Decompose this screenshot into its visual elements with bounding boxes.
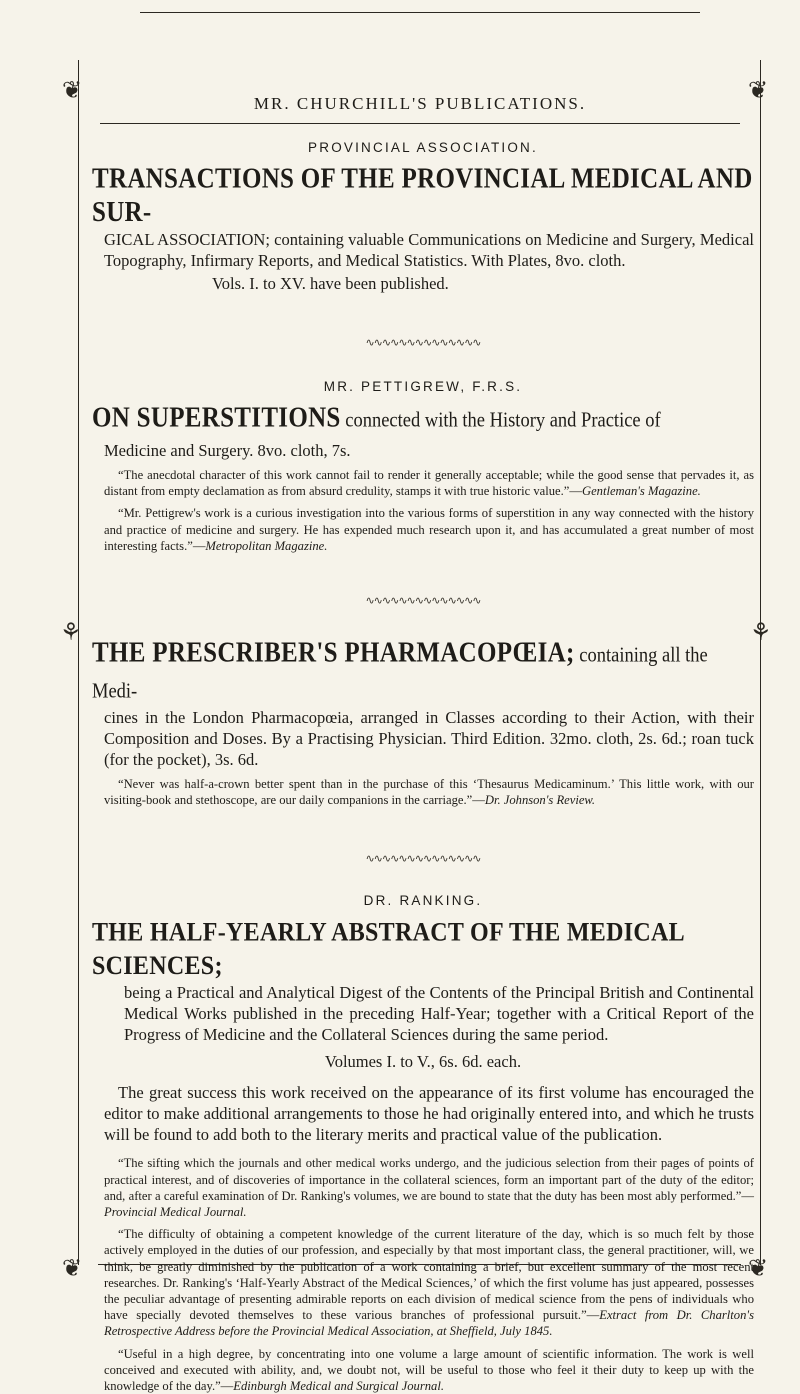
book-title: THE PRESCRIBER'S PHARMACOPŒIA; containing all the Medi- (92, 638, 708, 704)
border-right (760, 60, 761, 1265)
review-quote: “The difficulty of obtaining a competent knowledge of the current literature of the day, which is so much felt by those actively employed in the duties of our profession, and especially by that most important class, the general practitioner, will, we think, be greatly diminished by the publication of a work containing a brief, but excellent summary of the most recent researches. Dr. Ranking's ‘Half-Yearly Abstract of the Medical Sciences,’ of which the first volume has just appeared, possesses the peculiar advantage of presenting admirable reports on each division of medical science from the pens of individuals who have specially devoted themselves to these various branches of professional pursuit.”—Extract from Dr. Charlton's Retrospective Address before the Provincial Medical Association, at Sheffield, July 1845. (104, 1227, 754, 1339)
side-flourish-left: ⚘ (60, 618, 82, 646)
section-prescribers-pharmacopoeia (92, 637, 754, 808)
publisher-note: The great success this work received on the appearance of its first volume has encouraged the editor to make additional arrangements to those he had originally entered into, and which he trusts will be found to add both to the literary merits and practical value of the publication. (104, 1083, 754, 1145)
corner-ornament-top-right: ❦ (748, 76, 769, 104)
section-pettigrew (92, 379, 754, 554)
book-description: cines in the London Pharmacopœia, arranged in Classes according to their Action, with their Composition and Doses. By a Practising Physician. Third Edition. 32mo. cloth, 2s. 6d.; roan tuck (for the pocket), 3s. 6d. (104, 708, 754, 770)
corner-ornament-bottom-right: ❦ (748, 1254, 769, 1282)
review-quote: “Mr. Pettigrew's work is a curious investigation into the various forms of superstition in any way connected with the history and practice of medicine and surgery. He has expended much research upon it, and has accumulated a great number of most interesting facts.”—Metropolitan Magazine. (104, 506, 754, 553)
review-quote: “The anecdotal character of this work cannot fail to render it generally acceptable; while the good sense that pervades it, as distant from empty declamation as from absurd credulity, stamps it with true historic value.”—Gentleman's Magazine. (104, 468, 754, 499)
book-title: ON SUPERSTITIONS connected with the History and Practice of (92, 403, 661, 434)
section-label: MR. PETTIGREW, F.R.S. (323, 379, 523, 394)
section-provincial-association (92, 140, 754, 294)
corner-ornament-bottom-left: ❦ (62, 1254, 83, 1282)
corner-ornament-top-left: ❦ (62, 76, 83, 104)
review-quote: “Useful in a high degree, by concentrating into one volume a large amount of scientific information. The work is well conceived and executed with ability, and, we doubt not, will be useful to those who feel it their duty to keep up with the knowledge of the day.”—Edinburgh Medical and Surgical Journal. (104, 1346, 754, 1394)
book-title: THE HALF-YEARLY ABSTRACT OF THE MEDICAL SCIENCES; (92, 918, 684, 982)
wavy-divider: ∿∿∿∿∿∿∿∿∿∿∿∿∿∿ (365, 595, 481, 608)
review-quote: “The sifting which the journals and other medical works undergo, and the judicious selection from their pages of points of practical interest, and of discoveries of importance in the collateral sciences, form an important part of the duty of the editor; and, after a careful examination of Dr. Ranking's volumes, we are bound to state that the duty has been most ably performed.”—Provincial Medical Journal. (104, 1156, 754, 1220)
book-title: TRANSACTIONS OF THE PROVINCIAL MEDICAL AND SUR- (92, 164, 753, 228)
page-header (100, 0, 740, 150)
volumes-note: Vols. I. to XV. have been published. (212, 274, 449, 293)
catalogue-content (92, 140, 754, 1394)
header-bottom-rule (100, 123, 740, 124)
review-quote: “Never was half-a-crown better spent than in the purchase of this ‘Thesaurus Medicaminum.’ This little work, with our visiting-book and stethoscope, are our daily companions in the carriage.”—Dr. Johnson's Review. (104, 777, 754, 808)
section-label: PROVINCIAL ASSOCIATION. (308, 140, 538, 155)
publisher-title: MR. CHURCHILL'S PUBLICATIONS. (253, 94, 587, 113)
volumes-note: Volumes I. to V., 6s. 6d. each. (324, 1052, 522, 1072)
book-description: GICAL ASSOCIATION; containing valuable Communications on Medicine and Surgery, Medical Topography, Infirmary Reports, and Medical Statistics. With Plates, 8vo. cloth. (104, 230, 754, 270)
section-ranking-abstract (92, 893, 754, 1394)
header-top-rule (140, 12, 700, 13)
book-description: Medicine and Surgery. 8vo. cloth, 7s. (104, 441, 351, 460)
wavy-divider: ∿∿∿∿∿∿∿∿∿∿∿∿∿∿ (365, 337, 481, 349)
side-flourish-right: ⚘ (750, 618, 772, 646)
wavy-divider: ∿∿∿∿∿∿∿∿∿∿∿∿∿∿ (365, 853, 481, 866)
border-left (78, 60, 79, 1265)
section-label: DR. RANKING. (363, 893, 483, 909)
book-description: being a Practical and Analytical Digest of the Contents of the Principal British and Continental Medical Works published in the preceding Half-Year; together with a Critical Report of the Progress of Medicine and the Collateral Sciences during the same period. (124, 983, 754, 1045)
